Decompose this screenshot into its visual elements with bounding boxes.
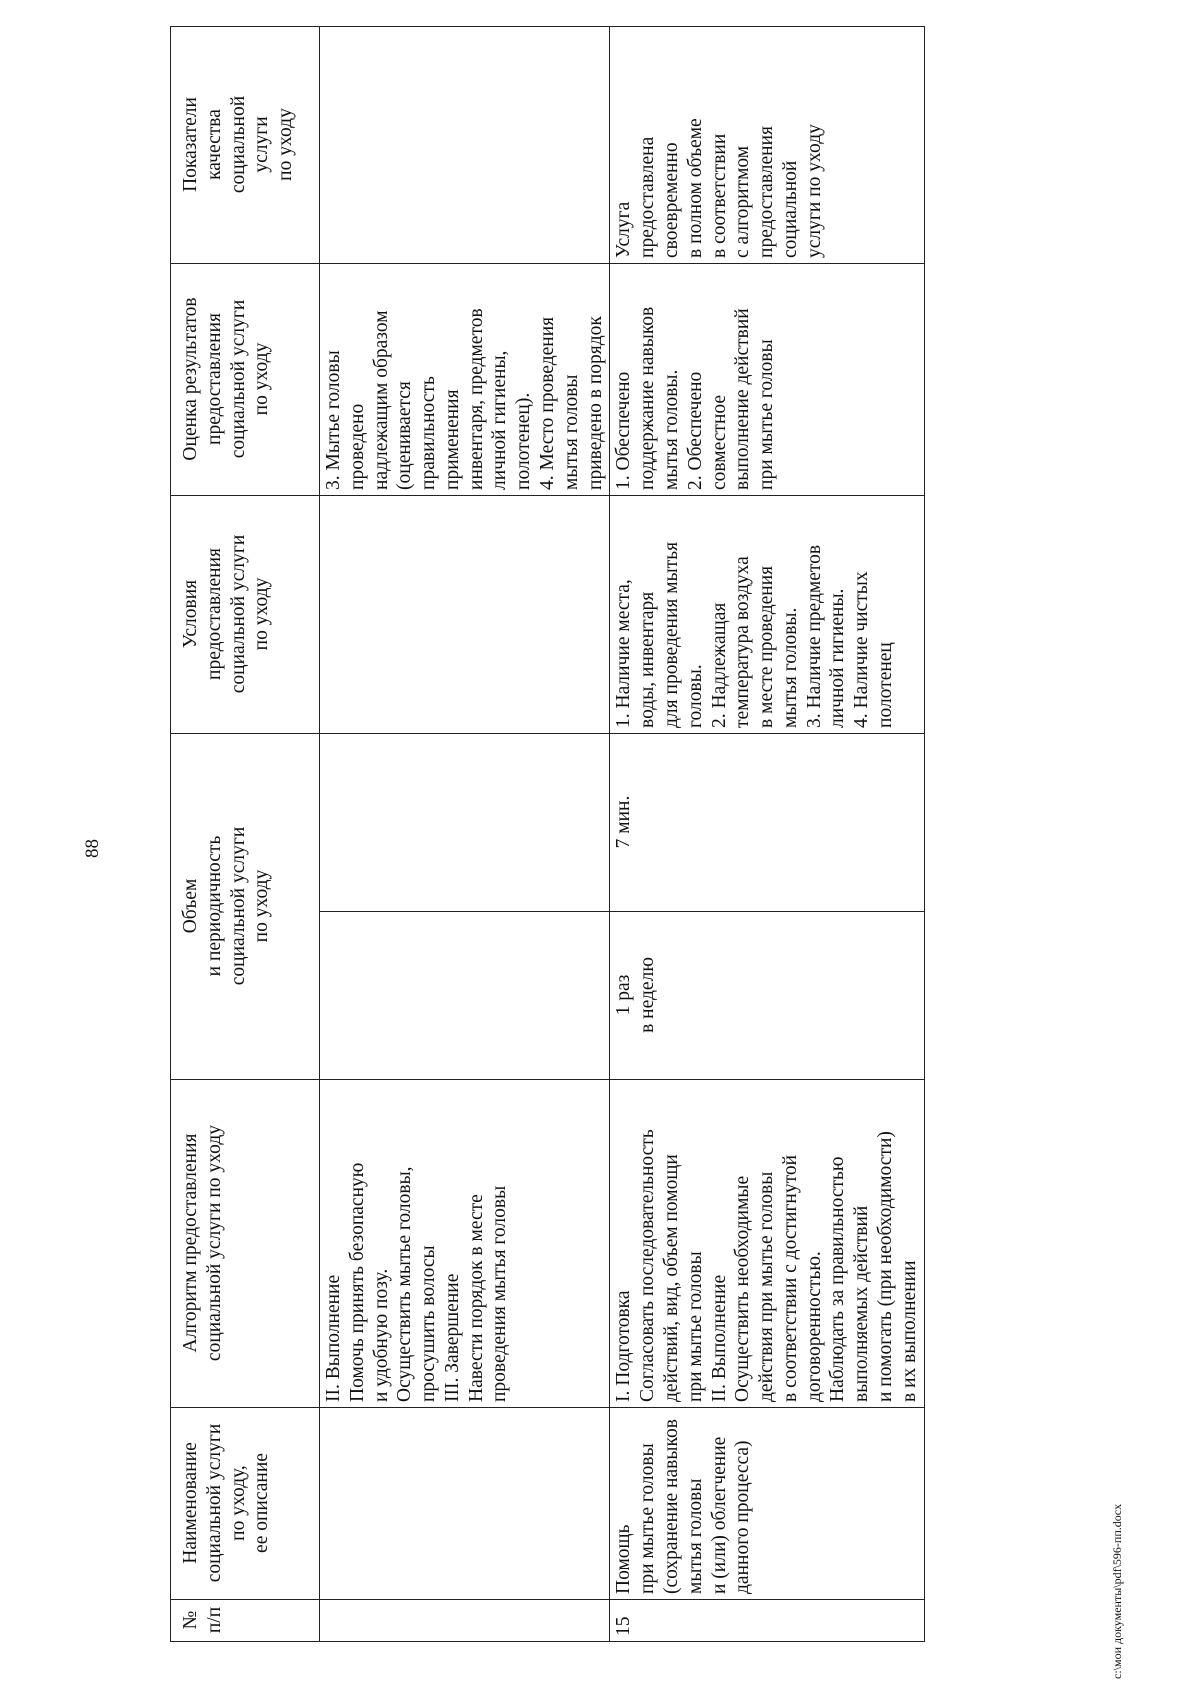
table-row bbox=[610, 26, 924, 1641]
cell-duration bbox=[320, 733, 610, 911]
cell-line: 7 мин. bbox=[613, 795, 635, 849]
cell-line: 1. Наличие места, bbox=[613, 579, 635, 728]
cell-evaluation bbox=[320, 263, 610, 495]
cell-line: полотенец). bbox=[513, 392, 535, 490]
cell-algorithm bbox=[610, 1080, 924, 1408]
cell-line: мытья головы bbox=[560, 374, 582, 490]
cell-line: воды, инвентаря bbox=[637, 591, 659, 728]
cell-line: мытья головы. bbox=[779, 607, 801, 728]
cell-line: (оценивается bbox=[394, 381, 416, 490]
cell-line: предоставлена bbox=[637, 136, 659, 258]
cell-line: Услуга bbox=[613, 201, 635, 258]
cell-line: II. Выполнение bbox=[708, 1274, 730, 1402]
cell-line: в соответствии с достигнутой bbox=[779, 1154, 801, 1402]
cell-line: данного процесса) bbox=[732, 1440, 754, 1594]
cell-line: 3. Мытье головы bbox=[323, 350, 344, 490]
cell-line: в полном объеме bbox=[684, 118, 706, 258]
header-volume: Объем и периодичность социальной услуги по уходу bbox=[171, 733, 320, 1079]
cell-line: 1 раз bbox=[613, 974, 635, 1016]
cell-conditions bbox=[320, 495, 610, 733]
cell-line: 1. Обеспечено bbox=[613, 371, 635, 490]
cell-line: личной гигиены. bbox=[827, 588, 849, 728]
cell-line: (сохранение навыков bbox=[660, 1419, 682, 1594]
cell-line: головы. bbox=[684, 664, 706, 728]
cell-line: 15 bbox=[613, 1616, 635, 1636]
cell-line: при мытье головы bbox=[684, 1251, 706, 1402]
cell-line: выполнение действий bbox=[732, 308, 754, 490]
cell-line: приведено в порядок bbox=[584, 316, 606, 490]
cell-frequency bbox=[320, 912, 610, 1080]
header-evaluation: Оценка результатов предоставления социальной услуги по уходу bbox=[171, 263, 320, 495]
cell-line: при мытье головы bbox=[637, 1443, 659, 1594]
header-name: Наименование социальной услуги по уходу, ее описание bbox=[171, 1408, 320, 1600]
cell-quality bbox=[610, 26, 924, 263]
cell-line: 4. Место проведения bbox=[537, 316, 559, 490]
cell-line: 4. Наличие чистых bbox=[851, 571, 873, 728]
cell-line: действий, вид, объем помощи bbox=[660, 1154, 682, 1402]
cell-line: в их выполнении bbox=[898, 1260, 920, 1402]
cell-line: и удобную позу. bbox=[370, 1268, 392, 1402]
cell-line: мытья головы bbox=[684, 1478, 706, 1594]
cell-line: Осуществить мытье головы, bbox=[394, 1166, 416, 1402]
cell-line: правильность bbox=[418, 376, 440, 490]
cell-line: социальной bbox=[779, 160, 801, 258]
cell-line: полотенец bbox=[874, 642, 896, 728]
cell-line: инвентаря, предметов bbox=[465, 308, 487, 490]
cell-line: применения bbox=[441, 389, 463, 490]
table-header-row bbox=[171, 26, 320, 1641]
cell-line: 2. Обеспечено bbox=[684, 371, 706, 490]
cell-line: 3. Наличие предметов bbox=[803, 544, 825, 728]
cell-line: для проведения мытья bbox=[660, 541, 682, 728]
cell-line: температура воздуха bbox=[732, 556, 754, 728]
cell-name bbox=[610, 1408, 924, 1600]
table-row bbox=[320, 26, 610, 1641]
cell-line: Навести порядок в месте bbox=[465, 1194, 487, 1402]
page-number: 88 bbox=[82, 839, 103, 858]
cell-name bbox=[320, 1408, 610, 1600]
header-quality: Показатели качества социальной услуги по уходу bbox=[171, 26, 320, 263]
footer-file-path: c:\мои документы\pdf\596-пп.docx bbox=[1110, 1503, 1124, 1679]
header-algorithm: Алгоритм предоставления социальной услуги по уходу bbox=[171, 1080, 320, 1408]
cell-conditions bbox=[610, 495, 924, 733]
cell-line: в соответствии bbox=[708, 133, 730, 258]
cell-line: действия при мытье головы bbox=[756, 1171, 778, 1402]
cell-line: личной гигиены, bbox=[489, 350, 511, 490]
cell-line: Помощь bbox=[613, 1524, 635, 1594]
cell-line: совместное bbox=[708, 394, 730, 490]
cell-line: и помогать (при необходимости) bbox=[874, 1131, 896, 1402]
services-table bbox=[170, 26, 925, 1642]
header-conditions: Условия предоставления социальной услуги по уходу bbox=[171, 495, 320, 733]
cell-num bbox=[320, 1600, 610, 1642]
cell-line: II. Выполнение bbox=[323, 1274, 344, 1402]
cell-line: 2. Надлежащая bbox=[708, 602, 730, 728]
cell-line: с алгоритмом bbox=[732, 145, 754, 258]
cell-duration bbox=[610, 733, 924, 911]
cell-quality bbox=[320, 26, 610, 263]
cell-line: в неделю bbox=[637, 957, 659, 1033]
cell-frequency bbox=[610, 912, 924, 1080]
cell-line: надлежащим образом bbox=[370, 310, 392, 490]
cell-line: договоренностью. bbox=[803, 1251, 825, 1402]
cell-line: в месте проведения bbox=[756, 565, 778, 728]
cell-line: и (или) облегчение bbox=[708, 1436, 730, 1594]
cell-line: услуги по уходу bbox=[803, 124, 825, 258]
cell-line: Осуществить необходимые bbox=[732, 1175, 754, 1402]
cell-algorithm bbox=[320, 1080, 610, 1408]
cell-line: III. Завершение bbox=[441, 1273, 463, 1402]
cell-line: выполняемых действий bbox=[851, 1205, 873, 1402]
cell-num bbox=[610, 1600, 924, 1642]
cell-line: мытья головы. bbox=[660, 369, 682, 490]
cell-line: Помочь принять безопасную bbox=[346, 1162, 368, 1402]
cell-evaluation bbox=[610, 263, 924, 495]
cell-line: своевременно bbox=[660, 142, 682, 258]
cell-line: Наблюдать за правильностью bbox=[827, 1156, 849, 1402]
cell-line: предоставления bbox=[756, 125, 778, 258]
cell-line: проведения мытья головы bbox=[489, 1185, 511, 1402]
cell-line: I. Подготовка bbox=[613, 1290, 635, 1402]
cell-line: при мытье головы bbox=[756, 339, 778, 490]
cell-line: проведено bbox=[346, 403, 368, 490]
cell-line: просушить волосы bbox=[418, 1245, 440, 1402]
header-num: № п/п bbox=[171, 1600, 320, 1642]
cell-line: поддержание навыков bbox=[637, 306, 659, 490]
cell-line: Согласовать последовательность bbox=[637, 1129, 659, 1402]
